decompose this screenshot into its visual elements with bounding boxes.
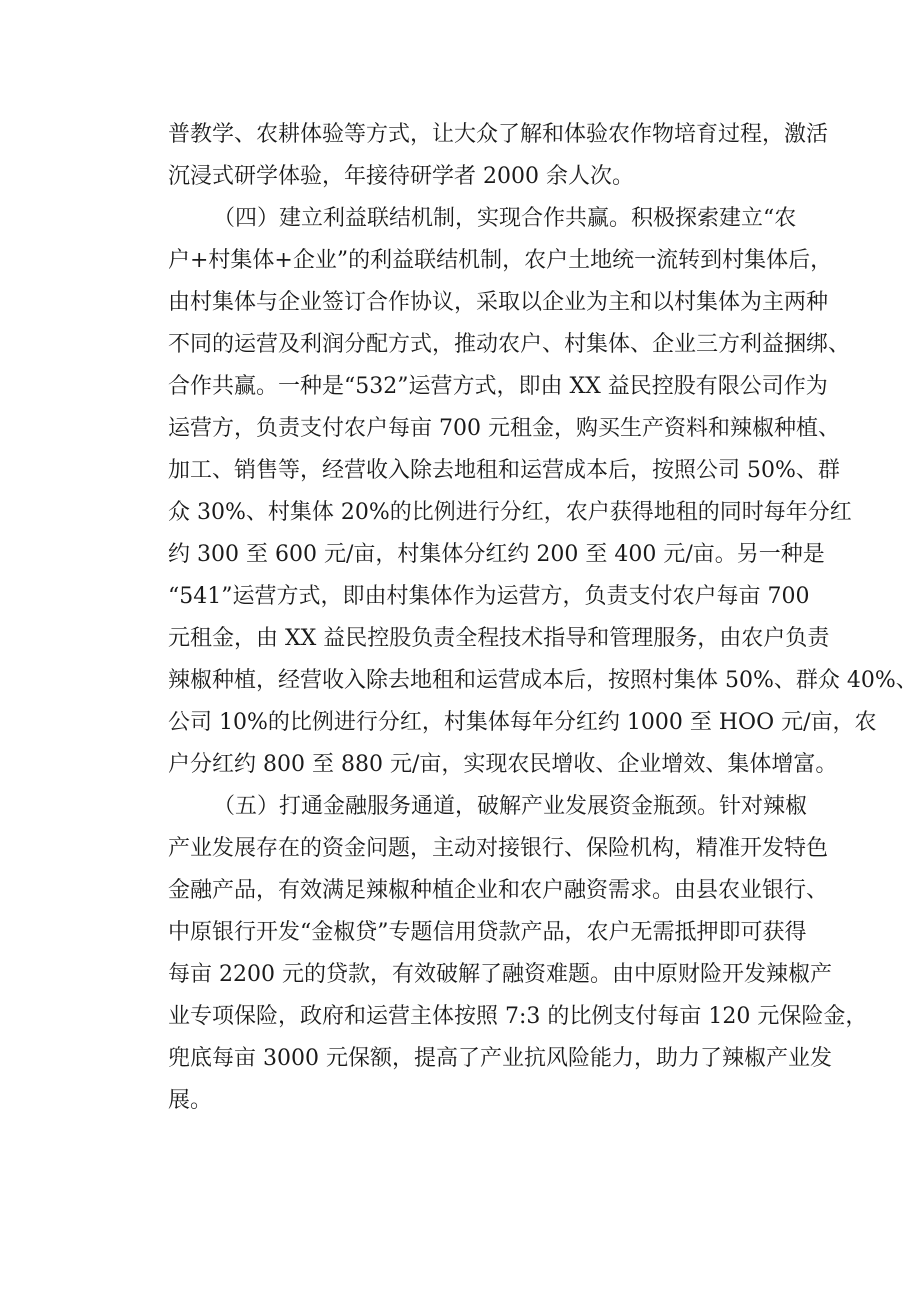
text-line: 加工、销售等，经营收入除去地租和运营成本后，按照公司 50%、群 [168, 458, 840, 483]
text-line: 运营方，负责支付农户每亩 700 元租金，购买生产资料和辣椒种植、 [168, 416, 840, 441]
text-line: 辣椒种植，经营收入除去地租和运营成本后，按照村集体 50%、群众 40%、 [168, 668, 918, 693]
text-line: 不同的运营及利润分配方式，推动农户、村集体、企业三方利益捆绑、 [168, 332, 851, 357]
text-line: 产业发展存在的资金问题，主动对接银行、保险机构，精准开发特色 [168, 836, 829, 861]
text-line: 业专项保险，政府和运营主体按照 7:3 的比例支付每亩 120 元保险金， [168, 1004, 868, 1029]
text-line: 元租金，由 XX 益民控股负责全程技术指导和管理服务，由农户负责 [168, 626, 830, 651]
text-line: 约 300 至 600 元/亩，村集体分红约 200 至 400 元/亩。另一种是 [168, 542, 825, 567]
text-line: 户分红约 800 至 880 元/亩，实现农民增收、企业增效、集体增富。 [168, 752, 838, 777]
section-5-heading-line: （五）打通金融服务通道，破解产业发展资金瓶颈。针对辣椒 [213, 794, 808, 819]
text-line: 由村集体与企业签订合作协议，采取以企业为主和以村集体为主两种 [168, 290, 829, 315]
text-line: 中原银行开发“金椒贷”专题信用贷款产品，农户无需抵押即可获得 [168, 920, 807, 945]
text-line: 每亩 2200 元的贷款，有效破解了融资难题。由中原财险开发辣椒产 [168, 962, 832, 987]
text-line: 户+村集体+企业”的利益联结机制，农户土地统一流转到村集体后， [168, 248, 833, 273]
text-line: 兜底每亩 3000 元保额，提高了产业抗风险能力，助力了辣椒产业发 [168, 1046, 832, 1071]
section-4-heading-line: （四）建立利益联结机制，实现合作共赢。积极探索建立“农 [213, 206, 797, 231]
text-line: 金融产品，有效满足辣椒种植企业和农户融资需求。由县农业银行、 [168, 878, 829, 903]
text-line: 众 30%、村集体 20%的比例进行分红，农户获得地租的同时每年分红 [168, 500, 852, 525]
text-line: 普教学、农耕体验等方式，让大众了解和体验农作物培育过程，激活 [168, 122, 829, 147]
text-line: 沉浸式研学体验，年接待研学者 2000 余人次。 [168, 164, 634, 189]
text-line: 合作共赢。一种是“532”运营方式，即由 XX 益民控股有限公司作为 [168, 374, 828, 399]
text-line: 公司 10%的比例进行分红，村集体每年分红约 1000 至 HOO 元/亩，农 [168, 710, 877, 735]
text-line: “541”运营方式，即由村集体作为运营方，负责支付农户每亩 700 [168, 584, 810, 609]
text-line: 展。 [168, 1088, 213, 1113]
